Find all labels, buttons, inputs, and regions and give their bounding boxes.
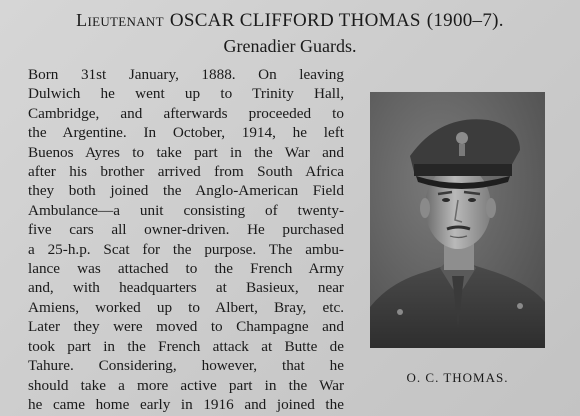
heading-rank: Lieutenant [76, 10, 164, 30]
text-line: should take a more active part in the War [28, 376, 344, 394]
text-line: a 25-h.p. Scat for the purpose. The ambu- [28, 240, 344, 258]
portrait-caption: O. C. THOMAS. [406, 370, 509, 385]
text-line: Dulwich he went up to Trinity Hall, [28, 85, 344, 103]
text-line: after his brother arrived from South Africa [28, 163, 344, 181]
regiment-subheading: Grenadier Guards. [223, 36, 357, 56]
portrait-illustration [370, 92, 545, 348]
text-line: Born 31st January, 1888. On leaving [28, 66, 344, 83]
text-line: and, with headquarters at Basieux, near [28, 279, 344, 297]
text-line: Amiens, worked up to Albert, Bray, etc. [28, 298, 344, 316]
biography-text [28, 65, 344, 414]
text-line: Cambridge, and afterwards proceeded to [28, 104, 344, 122]
text-line: five cars all owner-driven. He purchased [28, 221, 344, 239]
text-line: they both joined the Anglo-American Field [28, 182, 344, 200]
text-line: Ambulance—a unit consisting of twenty- [28, 201, 344, 219]
text-line: the Argentine. In October, 1914, he left [28, 124, 344, 142]
text-line: lance was attached to the French Army [28, 260, 344, 278]
text-line: Tahure. Considering, however, that he [28, 357, 344, 375]
heading-name: OSCAR CLIFFORD THOMAS [169, 10, 421, 31]
text-line: Buenos Ayres to take part in the War and [28, 143, 344, 161]
heading-years: (1900–7). [426, 10, 504, 31]
text-line: took part in the French attack at Butte de [28, 337, 344, 355]
portrait-photo [370, 92, 545, 348]
text-line: he came home early in 1916 and joined the [28, 395, 344, 413]
page-heading [0, 10, 580, 32]
text-line: Later they were moved to Champagne and [28, 318, 344, 336]
